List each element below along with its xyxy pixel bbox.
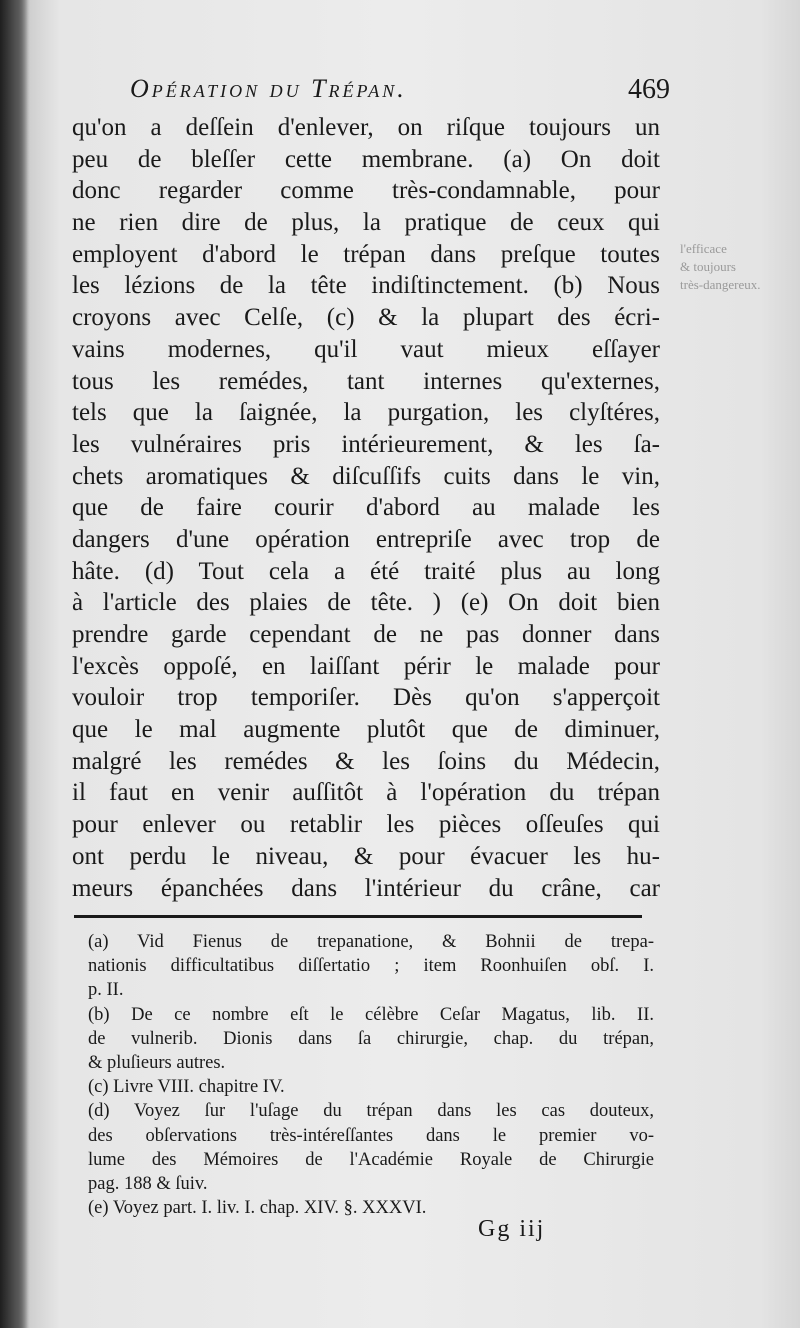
body-line: malgré les remédes & les ſoins du Médecin, — [72, 747, 660, 775]
footnote-line: lume des Mémoires de l'Académie Royale de Chirurgie — [88, 1149, 654, 1170]
body-line: peu de bleſſer cette membrane. (a) On doit — [72, 145, 660, 173]
footnote-line: pag. 188 & ſuiv. — [88, 1173, 208, 1194]
body-line: croyons avec Celſe, (c) & la plupart des écri- — [72, 304, 660, 332]
footnote-line: (b) De ce nombre eſt le célèbre Ceſar Magatus, lib. II. — [88, 1004, 654, 1025]
footnote-line: (e) Voyez part. I. liv. I. chap. XIV. §. XXXVI. — [88, 1198, 427, 1219]
footnote-line: nationis difficultatibus diſſertatio ; item Roonhuiſen obſ. I. — [88, 956, 654, 977]
footnote-rule — [74, 915, 642, 918]
body-line: chets aromatiques & diſcuſſifs cuits dans le vin, — [72, 462, 660, 490]
footnote-line: (a) Vid Fienus de trepanatione, & Bohnii de trepa- — [88, 932, 654, 952]
body-line: tels que la ſaignée, la purgation, les clyſtéres, — [72, 399, 660, 427]
body-line: ont perdu le niveau, & pour évacuer les hu- — [72, 842, 660, 870]
page-header — [130, 74, 670, 114]
body-line: ne rien dire de plus, la pratique de ceux qui — [72, 209, 660, 237]
body-line: à l'article des plaies de tête. ) (e) On doit bien — [72, 589, 660, 617]
running-title: Opération du Trépan. — [130, 74, 407, 103]
footnote-line: de vulnerib. Dionis dans ſa chirurgie, chap. du trépan, — [88, 1028, 654, 1049]
footnote-line: & pluſieurs autres. — [88, 1052, 226, 1073]
body-line: que le mal augmente plutôt que de diminuer, — [72, 716, 660, 744]
body-line: dangers d'une opération entrepriſe avec trop de — [72, 525, 660, 553]
footnote-line: (d) Voyez ſur l'uſage du trépan dans les cas douteux, — [88, 1101, 654, 1122]
margin-note-line: & toujours — [680, 259, 736, 274]
page-gutter-shadow — [0, 0, 28, 1328]
body-line: prendre garde cependant de ne pas donner dans — [72, 621, 660, 648]
body-line: tous les remédes, tant internes qu'externes, — [72, 367, 660, 395]
body-text — [72, 112, 660, 904]
body-line: employent d'abord le trépan dans preſque toutes — [72, 240, 660, 268]
footnote-line: p. II. — [88, 980, 124, 1001]
body-line: pour enlever ou retablir les pièces oſſeuſes qui — [72, 811, 660, 839]
margin-note-line: l'efficace — [680, 241, 727, 256]
body-line: les lézions de la tête indiſtinctement. (b) Nous — [72, 272, 660, 300]
body-line: vains modernes, qu'il vaut mieux eſſayer — [72, 335, 660, 363]
body-line: les vulnéraires pris intérieurement, & les ſa- — [72, 430, 660, 458]
body-line: vouloir trop temporiſer. Dès qu'on s'apperçoit — [72, 684, 660, 712]
footnote-line: des obſervations très-intéreſſantes dans le premier vo- — [88, 1125, 654, 1146]
margin-note-line: très-dangereux. — [680, 277, 761, 292]
bleed-through-margin-note — [680, 240, 800, 294]
body-line: l'excès oppoſé, en laiſſant périr le malade pour — [72, 652, 660, 680]
body-line: qu'on a deſſein d'enlever, on riſque toujours un — [72, 114, 660, 141]
page-number: 469 — [628, 74, 670, 105]
body-line: il faut en venir auſſitôt à l'opération du trépan — [72, 779, 660, 807]
body-line: que de faire courir d'abord au malade les — [72, 494, 660, 522]
footnotes — [88, 930, 654, 1220]
signature-mark: Gg iij — [478, 1216, 546, 1242]
body-line: hâte. (d) Tout cela a été traité plus au long — [72, 557, 660, 585]
body-line: donc regarder comme très-condamnable, pour — [72, 177, 660, 205]
body-line: meurs épanchées dans l'intérieur du crâne, car — [72, 874, 660, 902]
footnote-line: (c) Livre VIII. chapitre IV. — [88, 1077, 285, 1098]
